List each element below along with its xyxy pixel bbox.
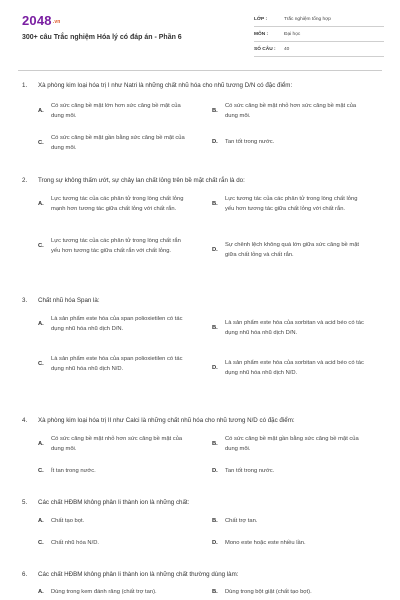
option-text: Lực tương tác của các phân tử trong lòng chất lỏng yếu hơn tương tác giữa chất lỏng với chất rắn. [225,196,358,212]
option-letter: D. [212,468,218,474]
option-c[interactable] [38,539,191,549]
option-d[interactable] [212,539,365,549]
question-text: Các chất HĐBM không phân li thành ion là những chất: [38,499,190,506]
option-text: Lực tương tác của các phân tử trong lòng chất lỏng mạnh hơn tương tác giữa chất lỏng với chất rắn. [51,196,184,212]
question-text: Các chất HĐBM không phân li thành ion là những chất thường dùng làm: [38,571,239,578]
option-letter: A. [38,589,44,595]
option-text: Tan tốt trong nước. [225,468,275,474]
option-letter: D. [212,540,218,546]
options-grid [38,315,382,395]
option-d[interactable] [212,467,365,477]
option-letter: C. [38,139,44,146]
option-d[interactable] [212,359,365,378]
option-a[interactable] [38,435,191,454]
meta-value: Trắc nghiệm tổng hợp [284,16,331,22]
header-divider [18,70,382,71]
question-text: Xà phòng kim loại hóa trị II như Calci là những chất nhũ hóa cho nhũ tương N/D có đặc điểm: [38,417,295,424]
option-letter: A. [38,107,44,114]
option-text: Chất trợ tan. [225,518,258,524]
option-letter: B. [212,324,218,331]
question-2 [22,176,382,283]
question-stem [22,296,382,305]
meta-row-subject [254,27,384,42]
option-letter: B. [212,200,218,207]
option-a[interactable] [38,315,191,334]
question-text: Chất nhũ hóa Span là: [38,297,100,304]
option-text: Có sức căng bề mặt lớn hơn sức căng bề mặt của dung môi. [51,103,181,119]
question-number: 1. [22,82,28,89]
option-letter: C. [38,468,44,474]
option-text: Có sức căng bề mặt gần bằng sức căng bề mặt của dung môi. [51,135,185,151]
option-text: Dùng trong kem đánh răng (chất trợ tan). [51,589,157,595]
meta-key: MÔN : [254,31,269,37]
options-grid [38,195,382,283]
option-letter: C. [38,360,44,367]
option-a[interactable] [38,517,191,527]
document-title: 300+ câu Trắc nghiệm Hóa lý có đáp án - Phần 6 [22,34,182,41]
option-b[interactable] [212,588,365,598]
question-3 [22,296,382,395]
question-number: 5. [22,499,28,506]
option-text: Lực tương tác của các phân tử trong lòng chất rắn yếu hơn tương tác giữa chất rắn với chất lỏng. [51,238,181,254]
option-letter: C. [38,242,44,249]
option-letter: B. [212,589,218,595]
options-grid [38,589,382,600]
option-text: Sự chênh lệch không quá lớn giữa sức căng bề mặt giữa chất lỏng và chất rắn. [225,242,360,258]
option-text: Có sức căng bề mặt nhỏ hơn sức căng bề mặt của dung môi. [51,436,183,452]
logo-number: 2048 [22,13,52,28]
option-letter: B. [212,518,218,524]
option-text: Có sức căng bề mặt gần bằng sức căng bề mặt của dung môi. [225,436,359,452]
question-1 [22,81,382,162]
option-letter: D. [212,364,218,371]
question-5 [22,498,382,557]
options-grid [38,100,382,162]
option-text: Chất tạo bọt. [51,518,85,524]
meta-key: SỐ CÂU : [254,46,276,52]
option-letter: D. [212,246,218,253]
option-b[interactable] [212,517,365,527]
question-number: 6. [22,571,28,578]
option-letter: A. [38,518,44,524]
option-text: Là sản phẩm este hóa của span polioxietilen có tác dụng nhũ hóa nhũ dịch D/N. [51,316,183,332]
options-grid [38,435,382,485]
option-b[interactable] [212,102,365,121]
option-text: Dùng trong bột giặt (chất tạo bọt). [225,589,312,595]
option-text: Là sản phẩm este hóa của sorbitan và acid béo có tác dụng nhũ hóa nhũ dịch N/D. [225,360,364,376]
question-number: 4. [22,417,28,424]
option-a[interactable] [38,102,191,121]
option-text: Mono este hoặc este nhiều lần. [225,540,306,546]
question-number: 2. [22,177,28,184]
page-header [0,0,400,66]
question-6 [22,570,382,600]
option-letter: A. [38,440,44,447]
logo-suffix: .vn [52,19,61,25]
option-d[interactable] [212,241,365,260]
meta-key: LỚP : [254,16,268,22]
option-c[interactable] [38,134,191,153]
option-text: Là sản phẩm este hóa của sorbitan và acid béo có tác dụng nhũ hóa nhũ dịch D/N. [225,320,364,336]
option-letter: B. [212,440,218,447]
option-letter: A. [38,320,44,327]
option-a[interactable] [38,588,191,598]
option-letter: A. [38,200,44,207]
site-logo[interactable] [22,13,61,28]
option-letter: C. [38,540,44,546]
question-number: 3. [22,297,28,304]
option-a[interactable] [38,195,191,214]
option-text: Tan tốt trong nước. [225,139,275,145]
question-stem [22,176,382,185]
option-d[interactable] [212,138,365,148]
option-letter: B. [212,107,218,114]
option-text: Có sức căng bề mặt nhỏ hơn sức căng bề mặt của dung môi. [225,103,357,119]
option-text: Chất nhũ hóa N/D. [51,540,100,546]
meta-row-count [254,42,384,57]
meta-value: Đại học [284,31,301,37]
meta-row-class [254,12,384,27]
meta-value: 40 [284,46,290,52]
option-b[interactable] [212,435,365,454]
option-c[interactable] [38,237,191,256]
option-letter: D. [212,139,218,145]
question-text: Xà phòng kim loại hóa trị I như Natri là những chất nhũ hóa cho nhũ tương D/N có đặc điểm: [38,82,293,89]
option-c[interactable] [38,467,191,477]
option-text: Ít tan trong nước. [51,468,96,474]
question-stem [22,498,382,507]
question-stem [22,570,382,579]
option-b[interactable] [212,195,365,214]
question-text: Trong sự không thấm ướt, sự chảy lan chất lỏng trên bề mặt chất rắn là do: [38,177,245,184]
option-text: Là sản phẩm este hóa của span polioxietilen có tác dụng nhũ hóa nhũ dịch N/D. [51,356,183,372]
question-4 [22,416,382,485]
option-b[interactable] [212,319,365,338]
question-stem [22,81,382,90]
options-grid [38,517,382,557]
meta-table [254,12,384,57]
option-c[interactable] [38,355,191,374]
question-stem [22,416,382,425]
